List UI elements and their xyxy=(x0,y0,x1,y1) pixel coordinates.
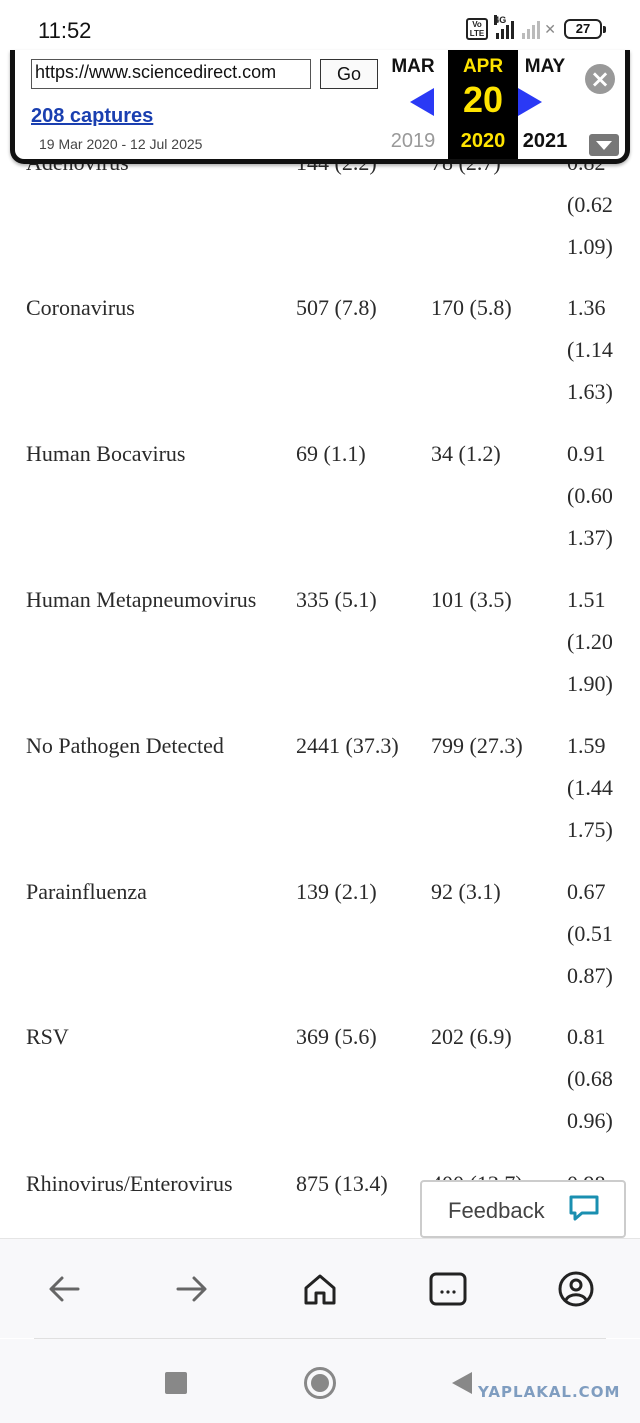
watermark: YAPLAKAL.COM xyxy=(478,1383,621,1401)
volte-icon: Vo LTE xyxy=(466,18,489,40)
forward-arrow-icon[interactable] xyxy=(170,1267,214,1311)
wayback-url-input[interactable]: https://www.sciencedirect.com xyxy=(31,59,311,89)
no-signal-icon: ✕ xyxy=(544,20,556,37)
row-col3: 202 (6.9) xyxy=(431,1024,512,1049)
wayback-toolbar xyxy=(10,50,630,164)
battery-icon: 27 xyxy=(564,19,602,39)
row-col3: 799 (27.3) xyxy=(431,733,523,758)
system-navigation-bar xyxy=(0,1339,640,1423)
next-month-label: MAY xyxy=(524,56,566,77)
row-col4: 1.59 (1.44 1.75) xyxy=(567,733,613,842)
feedback-label: Feedback xyxy=(448,1198,545,1223)
feedback-button[interactable] xyxy=(420,1180,626,1238)
row-col2: 69 (1.1) xyxy=(296,441,366,466)
prev-year-label[interactable]: 2019 xyxy=(390,130,436,152)
row-col3: 170 (5.8) xyxy=(431,295,512,320)
next-capture-arrow-icon[interactable] xyxy=(518,88,542,116)
row-col2: 139 (2.1) xyxy=(296,879,377,904)
wayback-capture-range: 19 Mar 2020 - 12 Jul 2025 xyxy=(39,136,203,152)
row-col2: 507 (7.8) xyxy=(296,295,377,320)
signal-4g-icon xyxy=(494,15,514,39)
current-year-label: 2020 xyxy=(460,130,506,152)
recent-apps-icon[interactable] xyxy=(158,1365,194,1401)
home-icon[interactable] xyxy=(298,1267,342,1311)
prev-month-label: MAR xyxy=(391,56,435,77)
row-col2: 335 (5.1) xyxy=(296,587,377,612)
home-button-icon[interactable] xyxy=(302,1365,338,1401)
row-col4: 1.36 (1.14 1.63) xyxy=(567,295,613,404)
tabs-icon[interactable] xyxy=(426,1267,470,1311)
row-col2: 2441 (37.3) xyxy=(296,733,399,758)
current-month-label: APR xyxy=(462,56,504,77)
status-icons xyxy=(466,15,602,40)
row-col2: 369 (5.6) xyxy=(296,1024,377,1049)
wayback-current-month xyxy=(448,50,518,159)
row-col2: 875 (13.4) xyxy=(296,1171,388,1196)
row-col3: 92 (3.1) xyxy=(431,879,501,904)
account-icon[interactable] xyxy=(554,1267,598,1311)
article-content xyxy=(0,52,640,1238)
back-arrow-icon[interactable] xyxy=(42,1267,86,1311)
browser-toolbar xyxy=(0,1238,640,1338)
row-name: Parainfluenza xyxy=(26,879,147,904)
row-name: Human Bocavirus xyxy=(26,441,186,466)
row-col4: (0.62 1.09) xyxy=(567,192,613,259)
row-name: No Pathogen Detected xyxy=(26,733,224,758)
row-name: RSV xyxy=(26,1024,69,1049)
status-bar xyxy=(0,0,640,52)
row-col4: 1.51 (1.20 1.90) xyxy=(567,587,613,696)
row-col4: 0.67 (0.51 0.87) xyxy=(567,879,613,988)
row-col3: 101 (3.5) xyxy=(431,587,512,612)
network-label: 4G xyxy=(494,15,507,25)
current-day-label: 20 xyxy=(462,79,504,120)
row-col3: 34 (1.2) xyxy=(431,441,501,466)
wayback-captures-link[interactable]: 208 captures xyxy=(31,105,154,127)
wayback-go-button[interactable]: Go xyxy=(320,59,378,89)
signal-secondary-icon xyxy=(522,19,540,39)
next-year-label[interactable]: 2021 xyxy=(522,130,568,152)
expand-chevron-icon[interactable] xyxy=(589,134,619,156)
row-name: Human Metapneumovirus xyxy=(26,587,257,612)
close-icon[interactable]: × xyxy=(585,64,615,94)
row-name: Coronavirus xyxy=(26,295,135,320)
row-col4: 0.81 (0.68 0.96) xyxy=(567,1024,613,1133)
prev-capture-arrow-icon[interactable] xyxy=(410,88,434,116)
row-name: Rhinovirus/Enterovirus xyxy=(26,1171,233,1196)
chat-bubble-icon xyxy=(568,1194,600,1222)
back-button-icon[interactable] xyxy=(444,1365,480,1401)
row-col4: 0.91 (0.60 1.37) xyxy=(567,441,613,550)
status-time: 11:52 xyxy=(38,18,92,43)
